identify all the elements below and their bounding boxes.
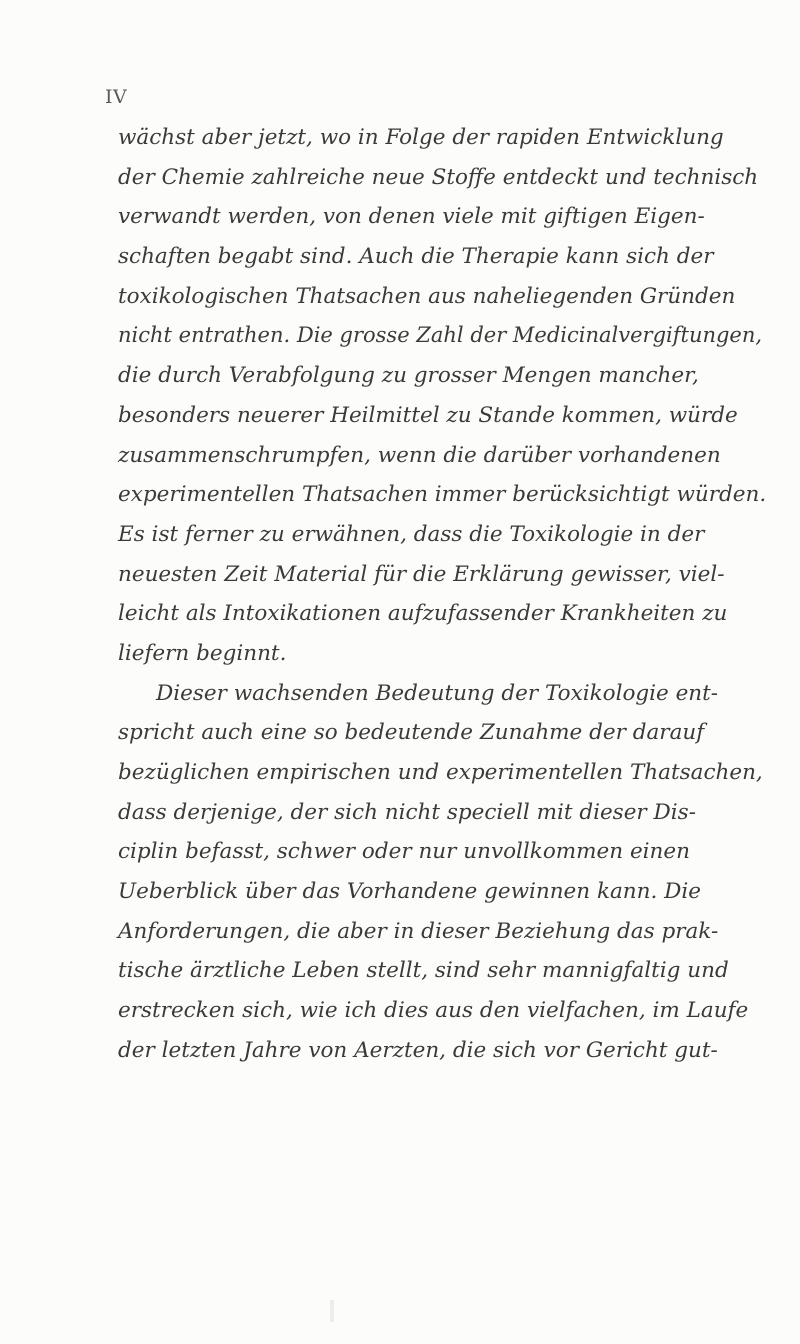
text-line: der letzten Jahre von Aerzten, die sich vor Gericht gut- [118,1037,718,1063]
text-line: nicht entrathen. Die grosse Zahl der Medicinalvergiftungen, [118,323,763,348]
text-line: verwandt werden, von denen viele mit giftigen Eigen- [118,204,705,230]
page-number: IV [105,86,128,108]
paragraph-first-line: Dieser wachsenden Bedeutung der Toxikologie ent- [156,680,719,706]
body-text [118,118,768,1071]
text-line: leicht als Intoxikationen aufzufassender Krankheiten zu [118,601,728,627]
text-line: neuesten Zeit Material für die Erklärung gewisser, viel- [118,561,725,587]
text-line: dass derjenige, der sich nicht speciell mit dieser Dis- [118,799,696,825]
text-line: experimentellen Thatsachen immer berücksichtigt würden. [118,482,767,508]
text-line: schaften begabt sind. Auch die Therapie kann sich der [118,244,714,270]
text-line: spricht auch eine so bedeutende Zunahme der darauf [118,720,705,746]
text-line: liefern beginnt. [118,640,287,666]
text-line: die durch Verabfolgung zu grosser Mengen mancher, [118,363,699,389]
text-line: Es ist ferner zu erwähnen, dass die Toxikologie in der [118,521,705,547]
text-line: toxikologischen Thatsachen aus naheliegenden Gründen [118,283,736,309]
text-line: tische ärztliche Leben stellt, sind sehr mannigfaltig und [118,958,729,984]
text-line: wächst aber jetzt, wo in Folge der rapiden Entwicklung [118,125,724,150]
text-line: zusammenschrumpfen, wenn die darüber vorhandenen [118,442,721,468]
paper-mark [330,1300,334,1322]
text-line: Anforderungen, die aber in dieser Beziehung das prak- [118,918,719,944]
text-line: Ueberblick über das Vorhandene gewinnen kann. Die [118,879,702,905]
text-line: der Chemie zahlreiche neue Stoffe entdeckt und technisch [118,164,759,190]
text-line: ciplin befasst, schwer oder nur unvollkommen einen [118,839,690,865]
text-line: bezüglichen empirischen und experimentellen Thatsachen, [118,760,763,785]
text-line: erstrecken sich, wie ich dies aus den vielfachen, im Laufe [118,998,749,1024]
text-line: besonders neuerer Heilmittel zu Stande kommen, würde [118,402,738,428]
